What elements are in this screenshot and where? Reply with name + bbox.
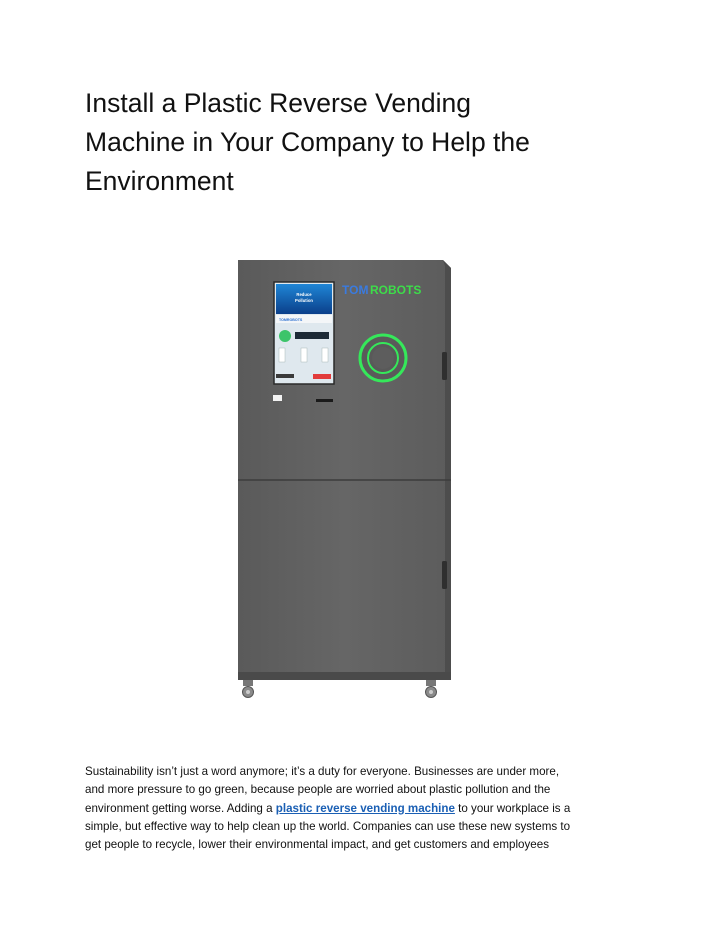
brand-logo-left: TOM [342, 283, 369, 297]
machine-cabinet [238, 260, 451, 680]
receipt-slot [316, 399, 333, 402]
upper-door-handle [442, 352, 447, 380]
paragraph-line-3-start: environment getting worse. Adding a [85, 801, 276, 815]
svg-text:Pollution: Pollution [295, 298, 313, 303]
touch-screen [274, 282, 334, 384]
screen-banner-text: Reduce [296, 292, 312, 297]
brand-logo [342, 283, 421, 297]
paragraph-line-2: and more pressure to go green, because people are worried about plastic pollution and the [85, 783, 551, 797]
title-line-2: Machine in Your Company to Help the [85, 127, 530, 157]
lower-door-handle [442, 561, 447, 589]
reverse-vending-machine-image [225, 252, 465, 712]
paragraph-line-3 [85, 800, 645, 818]
bottle-intake-ring [360, 335, 406, 381]
paragraph-line-4: simple, but effective way to help clean up the world. Companies can use these new systems to [85, 819, 571, 833]
brand-logo-right: ROBOTS [370, 283, 422, 297]
article-title [85, 84, 645, 201]
article-paragraph [85, 763, 645, 854]
right-caster-wheel [426, 680, 437, 698]
paragraph-line-1: Sustainability isn’t just a word anymore; it’s a duty for everyone. Businesses are under more, [85, 765, 560, 778]
title-line-1: Install a Plastic Reverse Vending [85, 88, 471, 118]
plastic-reverse-vending-machine-link[interactable]: plastic reverse vending machine [275, 801, 455, 815]
paragraph-line-5: get people to recycle, lower their environmental impact, and get customers and employees [85, 838, 549, 852]
screen-logo-text: TOMROBOTS [279, 318, 303, 322]
qr-scanner [273, 395, 282, 401]
left-caster-wheel [243, 680, 254, 698]
title-line-3: Environment [85, 166, 234, 196]
paragraph-line-3-end: to your workplace is a [454, 801, 571, 815]
